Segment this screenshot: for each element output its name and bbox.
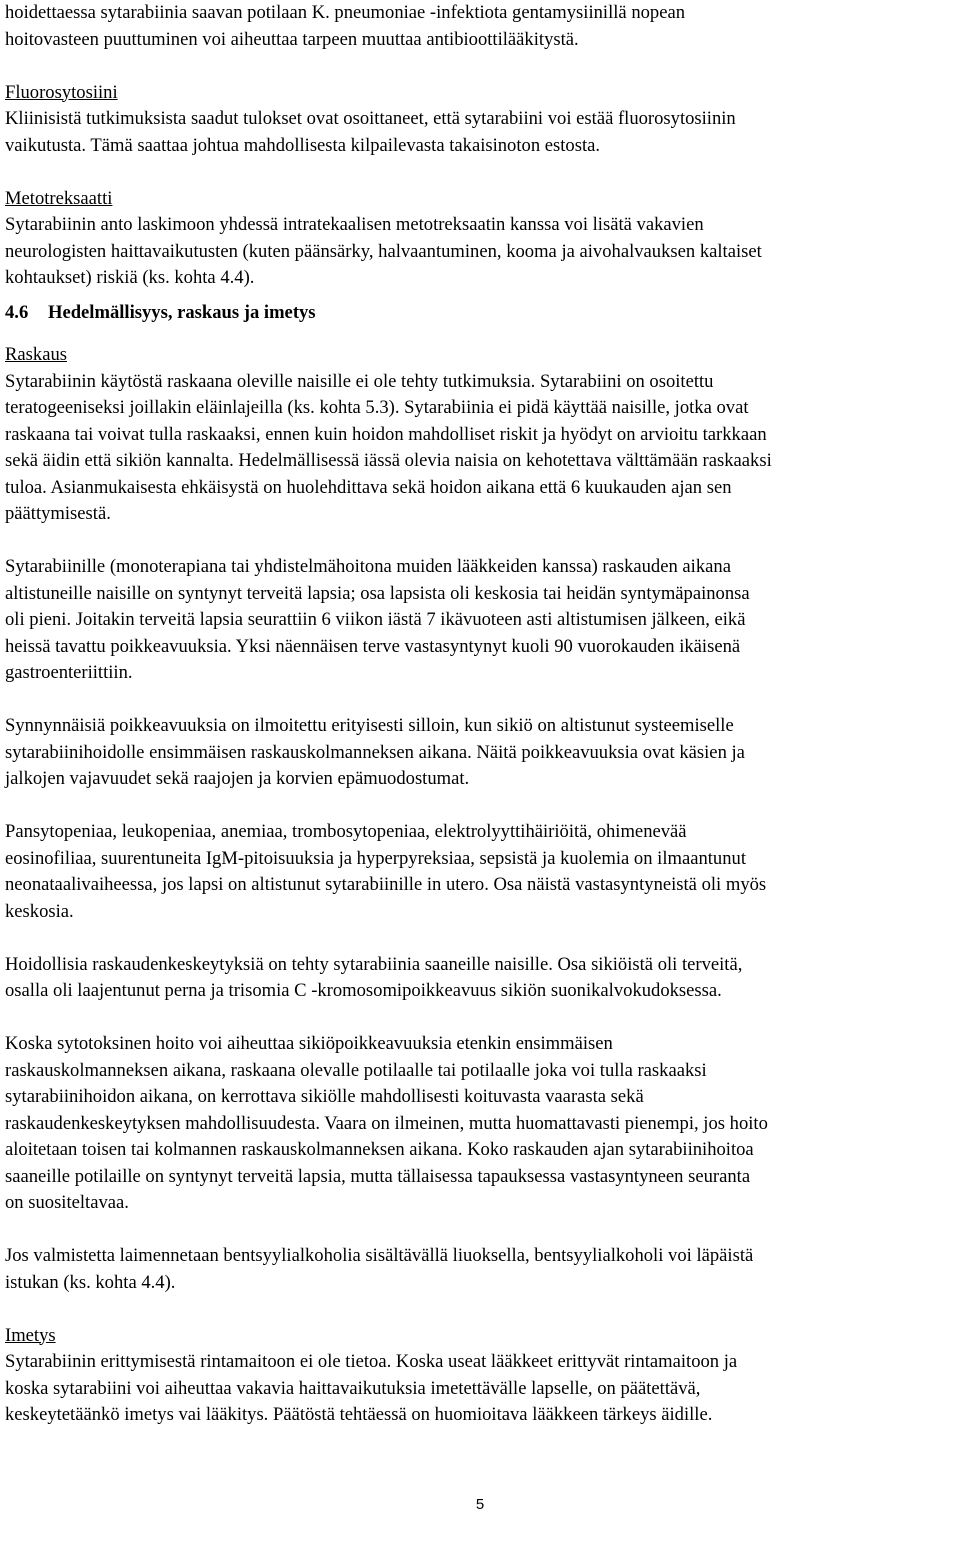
spacer [5, 1296, 955, 1323]
spacer [5, 793, 955, 820]
raskaus-subheading: Raskaus [5, 344, 67, 365]
spacer [5, 925, 955, 952]
fluorosytosiini-subheading: Fluorosytosiini [5, 81, 118, 103]
spacer [5, 292, 955, 300]
raskaus-paragraph-4: Pansytopeniaa, leukopeniaa, anemiaa, trombosytopeniaa, elektrolyyttihäiriöitä, ohimenevää eosinofiliaa, suurentuneita IgM-pitoisuuksia ja hyperpyreksiaa, sepsistä ja kuolemia on ilmaantunut neonataalivaiheessa, jos lapsi on altistunut sytarabiinille in utero. Osa näistä vastasyntyneistä oli myös keskosia. [5, 821, 767, 922]
raskaus-paragraph-7: Jos valmistetta laimennetaan bentsyylialkoholia sisältävällä liuoksella, bentsyylialkoholi voi läpäistä istukan (ks. kohta 4.4). [5, 1245, 754, 1293]
raskaus-paragraph-6: Koska sytotoksinen hoito voi aiheuttaa sikiöpoikkeavuuksia etenkin ensimmäisen raskauskolmanneksen aikana, raskaana olevalle potilaalle tai potilaalle joka voi tulla raskaaksi sytarabiinihoidon aikana, on kerrottava sikiölle mahdollisesti koituvasta vaarasta sekä raskaudenkeskeytyksen mahdollisuudesta. Vaara on ilmeinen, mutta huomattavasti pienempi, jos hoito aloitetaan toisen tai kolmannen raskauskolmanneksen aikana. Koko raskauden ajan sytarabiinihoitoa saaneille potilaille on syntynyt terveitä lapsia, mutta tällaisessa tapauksessa vastasyntyneen seuranta on suositeltavaa. [5, 1033, 768, 1213]
spacer [5, 1005, 955, 1032]
spacer [5, 528, 955, 555]
metotreksaatti-subheading: Metotreksaatti [5, 187, 113, 209]
section-heading [5, 300, 955, 327]
raskaus-paragraph-2: Sytarabiinille (monoterapiana tai yhdistelmähoitona muiden lääkkeiden kanssa) raskauden aikana altistuneille naisille on syntynyt terveitä lapsia; osa lapsista oli keskosia tai heidän syntymäpainonsa oli pieni. Joitakin terveitä lapsia seurattiin 6 viikon iästä 7 ikävuoteen asti altistumisen jälkeen, eikä heissä tavattu poikkeavuuksia. Yksi näennäisen terve vastasyntynyt kuoli 90 vuorokauden ikäisenä gastroenteriittiin. [5, 556, 750, 683]
section-number: 4.6 [5, 301, 29, 323]
spacer [5, 326, 955, 334]
spacer [5, 334, 955, 342]
page-number: 5 [475, 1496, 485, 1513]
spacer [5, 687, 955, 714]
spacer [5, 1217, 955, 1244]
metotreksaatti-paragraph: Sytarabiinin anto laskimoon yhdessä intratekaalisen metotreksaatin kanssa voi lisätä vakavien neurologisten haittavaikutusten (kuten päänsärky, halvaantuminen, kooma ja aivohalvauksen kaltaiset kohtaukset) riskiä (ks. kohta 4.4). [5, 214, 762, 288]
raskaus-paragraph-3: Synnynnäisiä poikkeavuuksia on ilmoitettu erityisesti silloin, kun sikiö on altistunut systeemiselle sytarabiinihoidolle ensimmäisen raskauskolmanneksen aikana. Näitä poikkeavuuksia ovat käsien ja jalkojen vajavuudet sekä raajojen ja korvien epämuodostumat. [5, 715, 745, 789]
raskaus-paragraph-1: Sytarabiinin käytöstä raskaana oleville naisille ei ole tehty tutkimuksia. Sytarabiini on osoitettu teratogeeniseksi joillakin eläinlajeilla (ks. kohta 5.3). Sytarabiinia ei pidä käyttää naisille, jotka ovat raskaana tai voivat tulla raskaaksi, ennen kuin hoidon mahdolliset riskit ja hyödyt on arvioitu tarkkaan sekä äidin että sikiön kannalta. Hedelmällisessä iässä olevia naisia on kehotettava välttämään raskaaksi tuloa. Asianmukaisesta ehkäisystä on huolehdittava sekä hoidon aikana että 6 kuukauden ajan sen päättymisestä. [5, 370, 772, 524]
imetys-paragraph: Sytarabiinin erittymisestä rintamaitoon ei ole tietoa. Koska useat lääkkeet erittyvät rintamaitoon ja koska sytarabiini voi aiheuttaa vakavia haittavaikutuksia imetettävälle lapselle, on päätettävä, keskeytetäänkö imetys vai lääkitys. Päätöstä tehtäessä on huomioitava lääkkeen tärkeys äidille. [5, 1351, 738, 1425]
intro-paragraph: hoidettaessa sytarabiinia saavan potilaan K. pneumoniae -infektiota gentamysiinillä nopean hoitovasteen puuttuminen voi aiheuttaa tarpeen muuttaa antibioottilääkitystä. [5, 2, 686, 50]
spacer [5, 53, 955, 80]
spacer [5, 159, 955, 186]
section-title: Hedelmällisyys, raskaus ja imetys [48, 301, 316, 323]
imetys-subheading: Imetys [5, 1324, 56, 1346]
fluorosytosiini-paragraph: Kliinisistä tutkimuksista saadut tulokset ovat osoittaneet, että sytarabiini voi estää fluorosytosiinin vaikutusta. Tämä saattaa johtua mahdollisesta kilpailevasta takaisinoton estosta. [5, 108, 736, 156]
raskaus-paragraph-5: Hoidollisia raskaudenkeskeytyksiä on tehty sytarabiinia saaneille naisille. Osa sikiöistä oli terveitä, osalla oli laajentunut perna ja trisomia C -kromosomipoikkeavuus sikiön suonikalvokudoksessa. [5, 953, 743, 1001]
document-body [5, 0, 955, 1429]
